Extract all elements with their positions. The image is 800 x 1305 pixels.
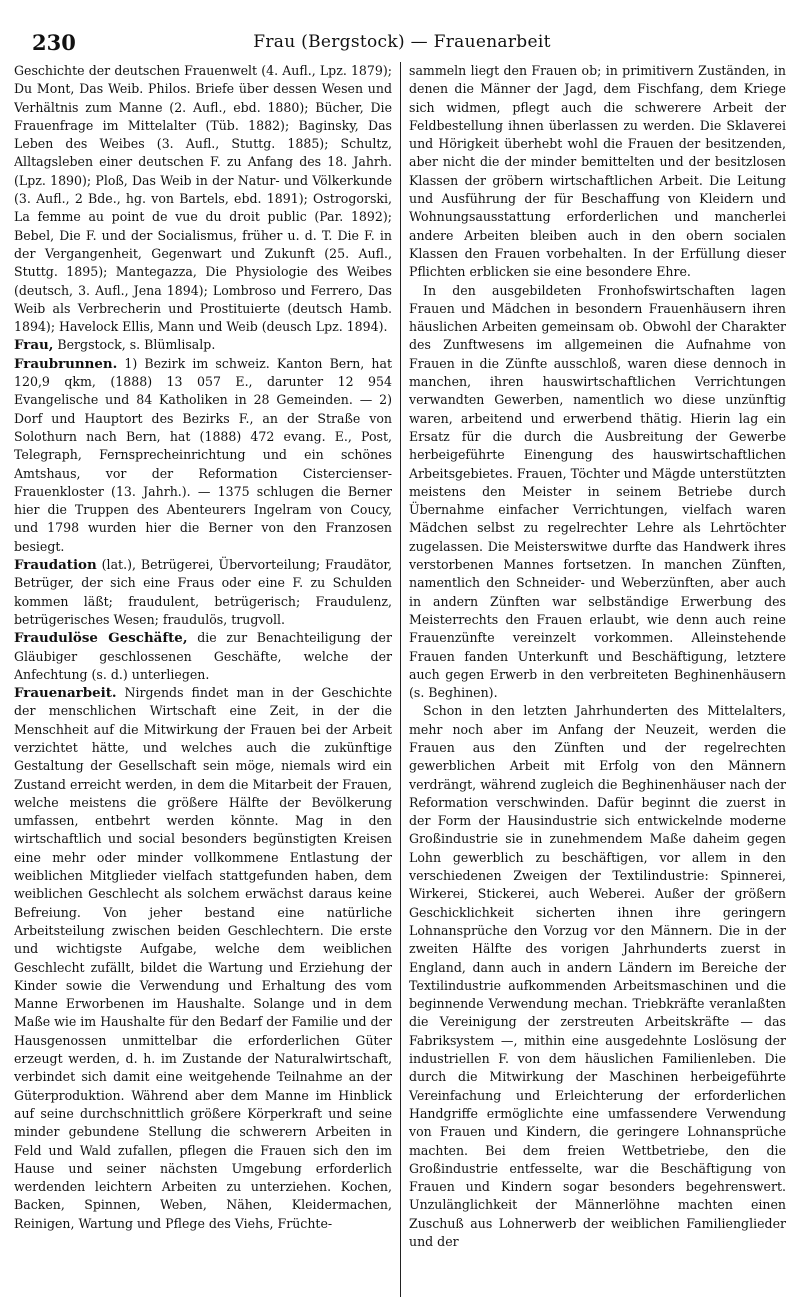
headword-fraubrunnen: Fraubrunnen. — [14, 355, 118, 372]
entry-fraudation — [14, 556, 392, 629]
headword-frau: Frau, — [14, 337, 54, 354]
headword-fraudulose-geschaefte: Fraudulöse Geschäfte, — [14, 630, 188, 647]
literature-paragraph: Geschichte der deutschen Frauenwelt (4. Aufl., Lpz. 1879); Du Mont, Das Weib. Philos. Briefe über dessen Wesen und Verhältnis zum Manne (2. Aufl., ebd. 1880); Bücher, Die Frauenfrage im Mittelalter (Tüb. 1882); Baginsky, Das Leben des Weibes (3. Aufl., Stuttg. 1885); Schultz, Alltagsleben einer deutschen F. zu Anfang des 18. Jahrh. (Lpz. 1890); Ploß, Das Weib in der Natur- und Völkerkunde (3. Aufl., 2 Bde., hg. von Bartels, ebd. 1891); Ostrogorski, La femme au point de vue du droit public (Par. 1892); Bebel, Die F. und der Socialismus, früher u. d. T. Die F. in der Vergangenheit, Gegenwart und Zukunft (25. Aufl., Stuttg. 1895); Mantegazza, Die Physiologie des Weibes (deutsch, 3. Aufl., Jena 1894); Lombroso und Ferrero, Das Weib als Verbrecherin und Prostituierte (deutsch Hamb. 1894); Havelock Ellis, Mann und Weib (deusch Lpz. 1894). — [14, 63, 392, 335]
headword-fraudation: Fraudation — [14, 557, 97, 574]
entry-fraudulose-text: die zur Benachteiligung der Gläubiger geschlossenen Geschäfte, welche der Anfechtung (s. d.) unterliegen. — [14, 630, 392, 682]
page-number: 230 — [32, 30, 76, 55]
entry-fraudulose-geschaefte — [14, 629, 392, 684]
entry-fraubrunnen — [14, 355, 392, 556]
left-column — [14, 62, 400, 1297]
page-header — [18, 26, 786, 56]
frauenarbeit-paragraph-1: sammeln liegt den Frauen ob; in primitivern Zuständen, in denen die Männer der Jagd, dem Fischfang, dem Kriege sich widmen, pflegt auch die schwerere Arbeit der Feldbestellung ihnen überlassen zu werden. Die Sklaverei und Hörigkeit überhebt wohl die Frauen der besitzenden, aber nicht die der minder bemittelten und der besitzlosen Klassen der gröbern wirtschaftlichen Arbeit. Die Leitung und Ausführung der für Beschaffung von Kleidern und Wohnungsausstattung erforderlichen und mancherlei andere Arbeiten bleiben auch in den obern socialen Klassen den Frauen vorbehalten. In der Erfüllung dieser Pflichten erblicken sie eine besondere Ehre. — [409, 63, 786, 280]
running-head: Frau (Bergstock) — Frauenarbeit — [253, 32, 551, 52]
frauenarbeit-paragraph-3: Schon in den letzten Jahrhunderten des Mittelalters, mehr noch aber im Anfang der Neuzeit, werden die Frauen aus den Zünften und der regelrechten gewerblichen Arbeit mit Erfolg von den Männern verdrängt, während zugleich die Beghinenhäuser nach der Reformation verschwinden. Dafür beginnt die zuerst in der Form der Hausindustrie sich entwickelnde moderne Großindustrie sie in zunehmendem Maße daheim gegen Lohn gewerblich zu beschäftigen, vor allem in den verschiedenen Zweigen der Textilindustrie: Spinnerei, Wirkerei, Stickerei, auch Weberei. Außer der größern Geschicklichkeit sicherten ihnen ihre geringern Lohnansprüche den Vorzug vor den Männern. Die in der zweiten Hälfte des vorigen Jahrhunderts zuerst in England, dann auch in andern Ländern im Bereiche der Textilindustrie aufkommenden Arbeitsmaschinen und die beginnende Verwendung mechan. Triebkräfte veranlaßten die Vereinigung der zerstreuten Arbeitskräfte — das Fabriksystem —, mithin eine ausgedehnte Loslösung der industriellen F. von dem häuslichen Familienleben. Die durch die Mitwirkung der Maschinen herbeigeführte Vereinfachung und Erleichterung der erforderlichen Handgriffe ermöglichte eine umfassendere Verwendung von Frauen und Kindern, die geringere Lohnansprüche machten. Bei dem freien Wettbetriebe, den die Großindustrie entfesselte, war die Beschäftigung von Frauen und Kindern sogar besonders begehrenswert. Unzulänglichkeit der Männerlöhne machten einen Zuschuß aus Lohnerwerb der weiblichen Familienglieder und der — [409, 703, 786, 1249]
entry-frau-text: Bergstock, s. Blümlisalp. — [53, 337, 216, 353]
right-column — [400, 62, 786, 1297]
entry-frau — [14, 336, 392, 354]
frauenarbeit-paragraph-2: In den ausgebildeten Fronhofswirtschaften lagen Frauen und Mädchen in besondern Frauenhäusern ihren häuslichen Arbeiten gemeinsam ob. Obwohl der Charakter des Zunftwesens im allgemeinen die Aufnahme von Frauen in die Zünfte ausschloß, waren diese dennoch in manchen, ihren hauswirtschaftlichen Verrichtungen verwandten Gewerben, namentlich wo diese unzünftig waren, arbeitend und erwerbend thätig. Hierin lag ein Ersatz für die durch die Ausbreitung der Gewerbe herbeigeführte Einengung des hauswirtschaftlichen Arbeitsgebietes. Frauen, Töchter und Mägde unterstützten meistens den Meister in seinem Betriebe durch Übernahme einfacher Verrichtungen, vielfach waren Mädchen selbst zu regelrechter Lehre als Lehrtöchter zugelassen. Die Meisterswitwe durfte das Handwerk ihres verstorbenen Mannes fortsetzen. In manchen Zünften, namentlich den Schneider- und Weberzünften, aber auch in andern Zünften war selbständige Erwerbung des Meisterrechts den Frauen erlaubt, wie denn auch reine Frauenzünfte vereinzelt vorkommen. Alleinstehende Frauen fanden Unterkunft und Beschäftigung, letztere auch gegen Erwerb in den verbreiteten Beghinenhäusern (s. Beghinen). — [409, 282, 786, 701]
headword-frauenarbeit: Frauenarbeit. — [14, 685, 117, 702]
text-columns — [14, 62, 786, 1297]
entry-frauenarbeit-text: Nirgends findet man in der Geschichte der menschlichen Wirtschaft eine Zeit, in der die Menschheit auf die Mitwirkung der Frauen bei der Arbeit verzichtet hätte, und welches auch die zukünftige Gestaltung der Gesellschaft sein möge, niemals wird ein Zustand erreicht werden, in dem die Mitarbeit der Frauen, welche meistens die größere Hälfte der Bevölkerung umfassen, entbehrt werden könnte. Mag in den wirtschaftlich und social besonders begünstigten Kreisen eine mehr oder minder vollkommene Entlastung der weiblichen Mitglieder vielfach stattgefunden haben, dem weiblichen Geschlecht als solchem erwächst daraus keine Befreiung. Von jeher bestand eine natürliche Arbeitsteilung zwischen beiden Geschlechtern. Die erste und wichtigste Aufgabe, welche dem weiblichen Geschlecht zufällt, bildet die Wartung und Erziehung der Kinder sowie die Verwendung und Erhaltung des vom Manne Erworbenen im Haushalte. Solange und in dem Maße wie im Haushalte für den Bedarf der Familie und der Hausgenossen unmittelbar die erforderlichen Güter erzeugt werden, d. h. im Zustande der Naturalwirtschaft, verbindet sich damit eine weitgehende Teilnahme an der Güterproduktion. Während aber dem Manne im Hinblick auf seine durchschnittlich größere Körperkraft und seine minder gebundene Stellung die schwerern Arbeiten in Feld und Wald zufallen, pflegen die Frauen sich den im Hause und seiner nächsten Umgebung erforderlich werdenden leichtern Arbeiten zu unterziehen. Kochen, Backen, Spinnen, Weben, Nähen, Kleidermachen, Reinigen, Wartung und Pflege des Viehs, Früchte- — [14, 685, 392, 1231]
entry-fraubrunnen-text: 1) Bezirk im schweiz. Kanton Bern, hat 120,9 qkm, (1888) 13 057 E., darunter 12 954 Evangelische und 84 Katholiken in 28 Gemeinden. — 2) Dorf und Hauptort des Bezirks F., an der Straße von Solothurn nach Bern, hat (1888) 472 evang. E., Post, Telegraph, Fernsprecheinrichtung und ein schönes Amtshaus, vor der Reformation Cistercienser-Frauenkloster (13. Jahrh.). — 1375 schlugen die Berner hier die Truppen des Abenteurers Ingelram von Coucy, und 1798 wurden hier die Berner von den Franzosen besiegt. — [14, 355, 392, 554]
entry-fraudation-text: (lat.), Betrügerei, Übervorteilung; Fraudätor, Betrüger, der sich eine Fraus oder eine F. zu Schulden kommen läßt; fraudulent, betrügerisch; Fraudulenz, betrügerisches Wesen; fraudulös, trugvoll. — [14, 557, 392, 627]
entry-frauenarbeit — [14, 684, 392, 1233]
